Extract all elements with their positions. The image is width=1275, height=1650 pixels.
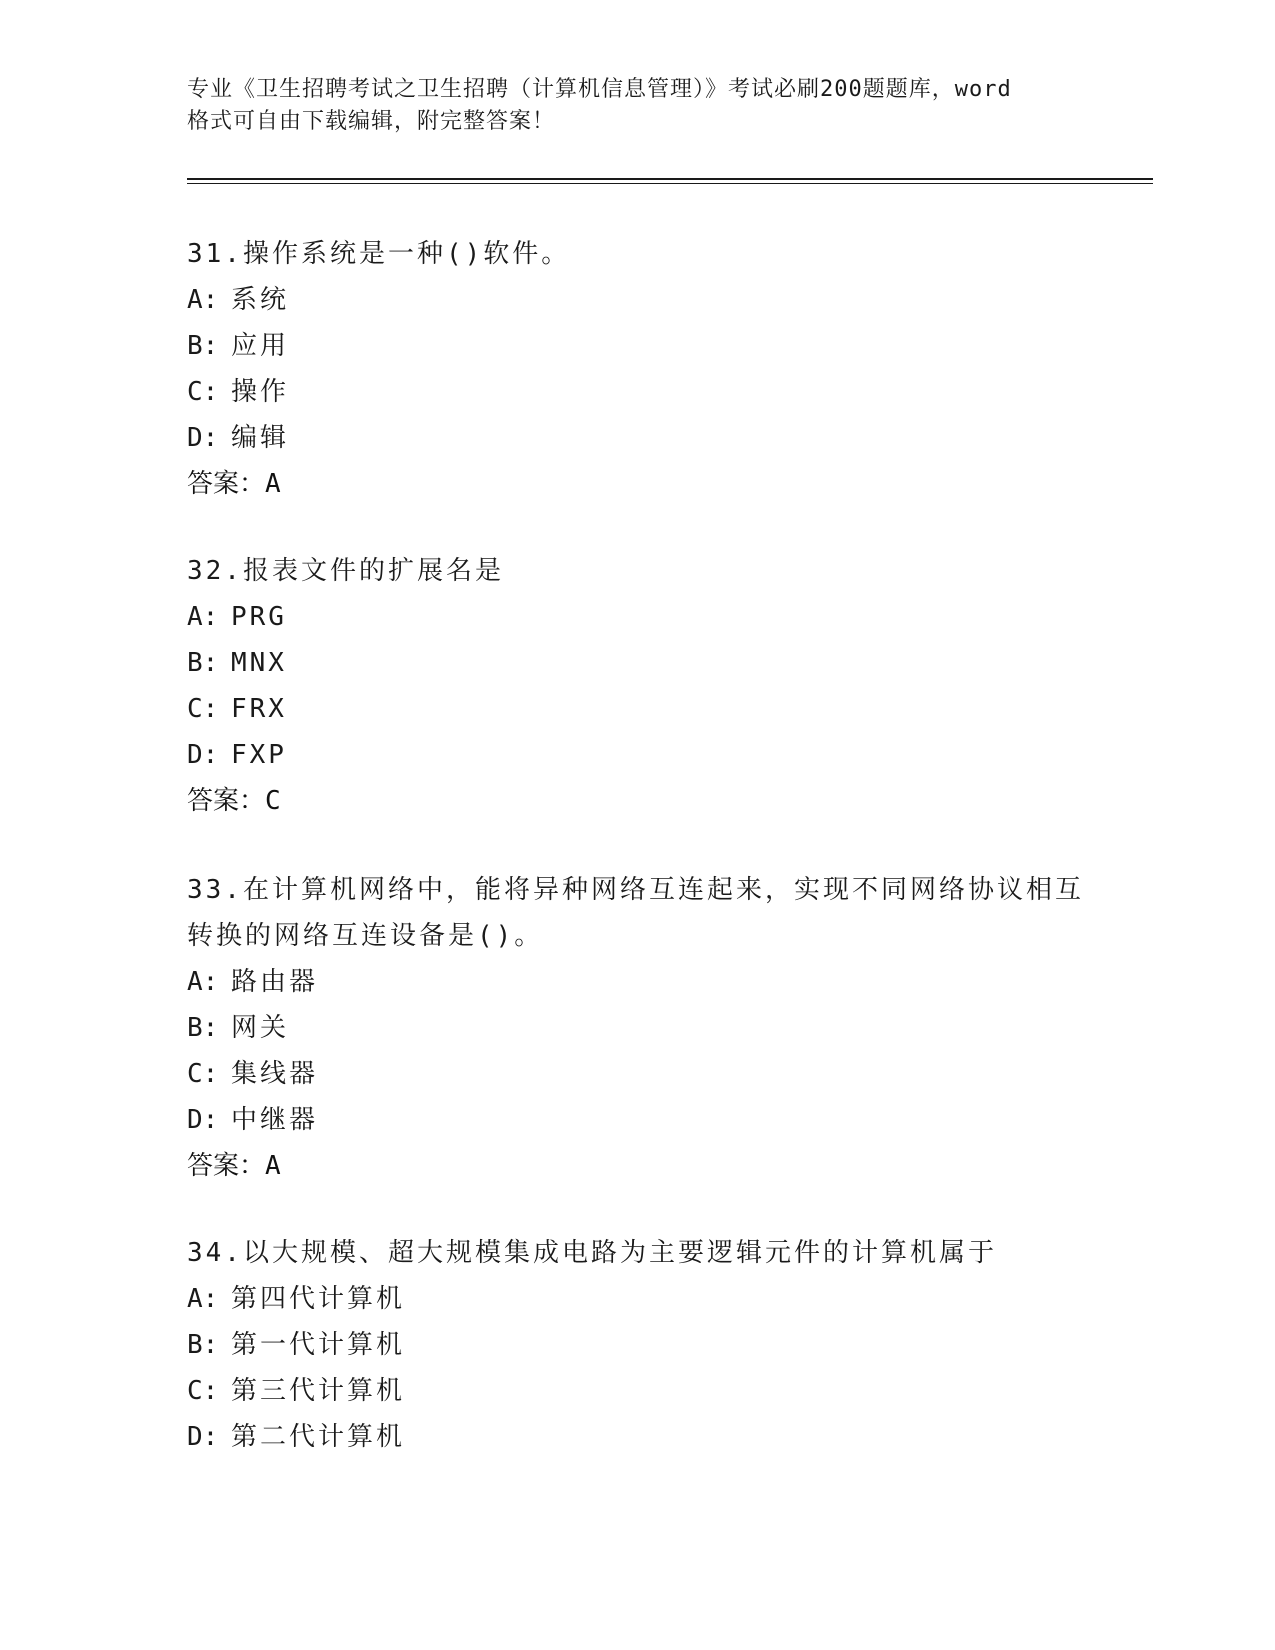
option-d (187, 1097, 1087, 1143)
option-text: 第四代计算机 (231, 1284, 406, 1314)
question-33 (187, 867, 1087, 1189)
option-a (187, 1276, 1087, 1322)
option-letter: B: (187, 1013, 219, 1043)
option-d (187, 732, 1087, 778)
option-b (187, 1005, 1087, 1051)
option-text: 第一代计算机 (231, 1330, 406, 1360)
question-stem: 34.以大规模、超大规模集成电路为主要逻辑元件的计算机属于 (187, 1238, 997, 1268)
option-text: 集线器 (231, 1059, 319, 1089)
option-letter: D: (187, 1422, 219, 1452)
option-text: 编辑 (231, 423, 290, 453)
option-a (187, 594, 1087, 640)
answer-label: 答案： (187, 786, 266, 816)
option-letter: B: (187, 648, 219, 678)
option-text: 中继器 (231, 1105, 319, 1135)
option-text: 第二代计算机 (231, 1422, 406, 1452)
header-divider-thick (187, 178, 1153, 180)
option-letter: C: (187, 1059, 219, 1089)
option-a (187, 959, 1087, 1005)
option-c (187, 1368, 1087, 1414)
option-b (187, 323, 1087, 369)
option-text: 路由器 (231, 967, 319, 997)
option-text: FRX (231, 694, 287, 724)
answer-line (187, 1143, 1087, 1189)
option-text: 第三代计算机 (231, 1376, 406, 1406)
option-a (187, 277, 1087, 323)
answer-value: A (265, 1151, 281, 1181)
option-letter: A: (187, 285, 219, 315)
option-text: 操作 (231, 377, 290, 407)
option-b (187, 1322, 1087, 1368)
header-divider-thin (187, 183, 1153, 184)
option-letter: B: (187, 1330, 219, 1360)
option-letter: D: (187, 1105, 219, 1135)
answer-line (187, 461, 1087, 507)
option-letter: D: (187, 423, 219, 453)
option-letter: B: (187, 331, 219, 361)
question-stem: 31.操作系统是一种()软件。 (187, 239, 571, 269)
answer-label: 答案： (187, 1151, 266, 1181)
option-text: 系统 (231, 285, 290, 315)
option-letter: D: (187, 740, 219, 770)
header-line-2: 格式可自由下载编辑，附完整答案！ (187, 109, 556, 134)
option-c (187, 686, 1087, 732)
question-32 (187, 548, 1087, 824)
option-text: MNX (231, 648, 287, 678)
option-c (187, 1051, 1087, 1097)
header-line-1: 专业《卫生招聘考试之卫生招聘（计算机信息管理）》考试必刷200题题库，word (187, 77, 1012, 102)
option-letter: A: (187, 1284, 219, 1314)
answer-value: A (265, 469, 281, 499)
option-c (187, 369, 1087, 415)
option-letter: A: (187, 967, 219, 997)
answer-value: C (265, 786, 281, 816)
question-34 (187, 1230, 1087, 1460)
question-stem-line-1: 33.在计算机网络中，能将异种网络互连起来，实现不同网络协议相互 (187, 875, 1084, 905)
option-letter: C: (187, 1376, 219, 1406)
question-stem-line-2: 转换的网络互连设备是()。 (187, 921, 544, 951)
question-31 (187, 231, 1087, 507)
option-letter: C: (187, 377, 219, 407)
option-letter: A: (187, 602, 219, 632)
document-header (187, 74, 1087, 138)
option-d (187, 415, 1087, 461)
question-stem: 32.报表文件的扩展名是 (187, 556, 504, 586)
option-d (187, 1414, 1087, 1460)
option-text: FXP (231, 740, 287, 770)
option-letter: C: (187, 694, 219, 724)
option-text: PRG (231, 602, 287, 632)
option-text: 网关 (231, 1013, 290, 1043)
option-b (187, 640, 1087, 686)
answer-label: 答案： (187, 469, 266, 499)
option-text: 应用 (231, 331, 290, 361)
answer-line (187, 778, 1087, 824)
